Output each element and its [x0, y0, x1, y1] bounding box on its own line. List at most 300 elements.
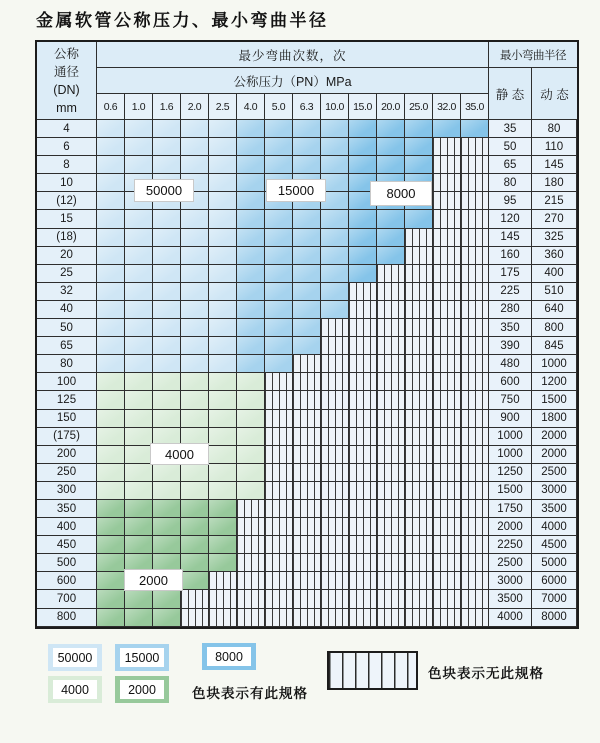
spec-cell-available: [97, 446, 125, 464]
spec-cell-available: [125, 265, 153, 283]
spec-cell-unavailable: [349, 446, 377, 464]
spec-cell-available: [265, 319, 293, 337]
static-radius-cell: 750: [489, 391, 532, 409]
bend-columns-header: [97, 42, 489, 120]
spec-cell-unavailable: [349, 572, 377, 590]
spec-cell-available: [125, 247, 153, 265]
spec-cell-unavailable: [349, 283, 377, 301]
dynamic-radius-cell: 800: [532, 319, 577, 337]
spec-cell-available: [181, 156, 209, 174]
spec-cell-unavailable: [405, 554, 433, 572]
spec-cell-available: [97, 373, 125, 391]
spec-cell-available: [181, 301, 209, 319]
static-radius-cell: 4000: [489, 609, 532, 627]
table-header: [37, 42, 577, 120]
pressure-columns-row: [97, 94, 489, 120]
spec-cell-unavailable: [293, 373, 321, 391]
spec-cell-available: [209, 355, 237, 373]
spec-cell-available: [237, 156, 265, 174]
spec-cell-available: [349, 138, 377, 156]
dn-cell: (18): [37, 229, 97, 247]
dn-cell: 25: [37, 265, 97, 283]
spec-cell-unavailable: [461, 373, 489, 391]
spec-cell-available: [349, 210, 377, 228]
spec-cell-unavailable: [377, 319, 405, 337]
table-row: [37, 265, 577, 283]
spec-cell-unavailable: [237, 518, 265, 536]
spec-cell-available: [237, 120, 265, 138]
spec-cell-unavailable: [265, 428, 293, 446]
spec-cell-unavailable: [461, 174, 489, 192]
spec-cell-available: [181, 464, 209, 482]
spec-cell-unavailable: [377, 482, 405, 500]
spec-cell-available: [377, 247, 405, 265]
static-radius-cell: 1750: [489, 500, 532, 518]
spec-cell-available: [125, 138, 153, 156]
legend-available-label: 色块表示有此规格: [192, 686, 308, 701]
spec-cell-available: [125, 410, 153, 428]
spec-cell-unavailable: [293, 391, 321, 409]
static-radius-cell: 1000: [489, 428, 532, 446]
dynamic-radius-cell: 325: [532, 229, 577, 247]
spec-cell-unavailable: [349, 609, 377, 627]
spec-cell-available: [181, 572, 209, 590]
spec-cell-unavailable: [321, 518, 349, 536]
spec-cell-unavailable: [461, 554, 489, 572]
spec-cell-unavailable: [433, 337, 461, 355]
spec-cell-available: [153, 464, 181, 482]
dn-cell: 100: [37, 373, 97, 391]
spec-cell-unavailable: [433, 192, 461, 210]
spec-cell-available: [181, 138, 209, 156]
spec-cell-available: [153, 210, 181, 228]
spec-cell-available: [433, 120, 461, 138]
spec-cell-available: [377, 156, 405, 174]
table-row: [37, 391, 577, 409]
spec-cell-unavailable: [405, 391, 433, 409]
dynamic-radius-cell: 8000: [532, 609, 577, 627]
spec-cell-available: [125, 536, 153, 554]
spec-cell-unavailable: [349, 554, 377, 572]
static-radius-cell: 80: [489, 174, 532, 192]
spec-cell-available: [321, 229, 349, 247]
spec-cell-available: [153, 518, 181, 536]
spec-cell-available: [209, 428, 237, 446]
pressure-col-header: 20.0: [377, 94, 405, 120]
spec-cell-available: [181, 337, 209, 355]
spec-cell-unavailable: [461, 482, 489, 500]
dn-header-line: (DN): [53, 82, 80, 97]
spec-cell-unavailable: [461, 156, 489, 174]
spec-cell-unavailable: [405, 337, 433, 355]
spec-cell-available: [293, 247, 321, 265]
spec-cell-available: [97, 536, 125, 554]
static-radius-cell: 3500: [489, 590, 532, 608]
dynamic-radius-cell: 2500: [532, 464, 577, 482]
static-radius-cell: 120: [489, 210, 532, 228]
table-row: [37, 518, 577, 536]
spec-cell-unavailable: [237, 572, 265, 590]
pressure-col-header: 10.0: [321, 94, 349, 120]
spec-cell-unavailable: [405, 446, 433, 464]
spec-cell-unavailable: [377, 609, 405, 627]
spec-cell-available: [181, 283, 209, 301]
pressure-col-header: 1.0: [125, 94, 153, 120]
static-radius-cell: 175: [489, 265, 532, 283]
spec-cell-unavailable: [293, 482, 321, 500]
spec-cell-available: [321, 283, 349, 301]
pressure-col-header: 4.0: [237, 94, 265, 120]
spec-cell-available: [125, 518, 153, 536]
static-radius-cell: 1000: [489, 446, 532, 464]
spec-cell-available: [153, 337, 181, 355]
spec-cell-available: [97, 554, 125, 572]
spec-cell-unavailable: [405, 518, 433, 536]
spec-cell-available: [293, 138, 321, 156]
spec-cell-available: [209, 265, 237, 283]
pressure-col-header: 6.3: [293, 94, 321, 120]
spec-cell-unavailable: [461, 464, 489, 482]
zone-label-15000: 15000: [266, 179, 326, 202]
spec-cell-unavailable: [293, 464, 321, 482]
static-radius-cell: 3000: [489, 572, 532, 590]
table-row: [37, 247, 577, 265]
spec-cell-available: [97, 138, 125, 156]
zone-label-4000: 4000: [150, 443, 209, 465]
spec-cell-available: [153, 319, 181, 337]
spec-cell-unavailable: [377, 446, 405, 464]
spec-cell-available: [153, 410, 181, 428]
dn-cell: 800: [37, 609, 97, 627]
dn-header-cell: [37, 42, 97, 120]
table-row: [37, 410, 577, 428]
table-row: [37, 337, 577, 355]
spec-cell-available: [209, 518, 237, 536]
spec-cell-unavailable: [433, 301, 461, 319]
spec-cell-unavailable: [377, 373, 405, 391]
pressure-col-header: 15.0: [349, 94, 377, 120]
legend-swatch-label: 4000: [53, 680, 97, 699]
spec-cell-available: [97, 500, 125, 518]
spec-cell-unavailable: [377, 265, 405, 283]
spec-cell-unavailable: [405, 590, 433, 608]
table-row: [37, 446, 577, 464]
spec-cell-available: [97, 572, 125, 590]
spec-cell-available: [125, 500, 153, 518]
spec-cell-unavailable: [433, 536, 461, 554]
spec-cell-unavailable: [377, 301, 405, 319]
spec-cell-unavailable: [433, 428, 461, 446]
spec-cell-available: [153, 229, 181, 247]
spec-cell-available: [209, 373, 237, 391]
spec-cell-unavailable: [377, 572, 405, 590]
spec-cell-available: [181, 554, 209, 572]
dynamic-radius-cell: 510: [532, 283, 577, 301]
spec-cell-available: [265, 138, 293, 156]
spec-cell-available: [349, 120, 377, 138]
spec-cell-available: [153, 391, 181, 409]
spec-cell-unavailable: [349, 373, 377, 391]
spec-cell-available: [125, 283, 153, 301]
spec-cell-available: [181, 410, 209, 428]
spec-cell-unavailable: [293, 590, 321, 608]
spec-cell-unavailable: [405, 283, 433, 301]
spec-cell-unavailable: [433, 265, 461, 283]
spec-cell-unavailable: [349, 355, 377, 373]
dynamic-radius-cell: 1500: [532, 391, 577, 409]
spec-cell-available: [181, 391, 209, 409]
spec-cell-unavailable: [405, 355, 433, 373]
spec-cell-available: [209, 482, 237, 500]
spec-cell-available: [97, 120, 125, 138]
spec-cell-unavailable: [265, 446, 293, 464]
spec-cell-available: [209, 554, 237, 572]
spec-cell-available: [125, 446, 153, 464]
radius-header: 最小弯曲半径: [489, 42, 577, 68]
spec-cell-available: [209, 337, 237, 355]
spec-cell-available: [97, 482, 125, 500]
spec-cell-unavailable: [321, 572, 349, 590]
spec-cell-unavailable: [293, 428, 321, 446]
spec-cell-available: [125, 319, 153, 337]
spec-cell-unavailable: [433, 229, 461, 247]
spec-cell-unavailable: [265, 572, 293, 590]
spec-cell-unavailable: [181, 590, 209, 608]
spec-cell-unavailable: [237, 500, 265, 518]
spec-cell-available: [405, 210, 433, 228]
spec-cell-unavailable: [349, 337, 377, 355]
spec-cell-unavailable: [349, 536, 377, 554]
table-row: [37, 536, 577, 554]
static-radius-cell: 2000: [489, 518, 532, 536]
spec-cell-unavailable: [405, 319, 433, 337]
spec-cell-unavailable: [405, 373, 433, 391]
spec-cell-unavailable: [265, 500, 293, 518]
dn-cell: 150: [37, 410, 97, 428]
spec-cell-unavailable: [405, 464, 433, 482]
spec-cell-available: [181, 265, 209, 283]
dn-cell: 32: [37, 283, 97, 301]
spec-cell-available: [237, 355, 265, 373]
dn-cell: 50: [37, 319, 97, 337]
spec-cell-unavailable: [433, 446, 461, 464]
spec-cell-unavailable: [461, 229, 489, 247]
spec-cell-available: [209, 120, 237, 138]
spec-cell-unavailable: [405, 410, 433, 428]
table-row: [37, 283, 577, 301]
dn-cell: 250: [37, 464, 97, 482]
dynamic-radius-cell: 4000: [532, 518, 577, 536]
zone-label-8000: 8000: [370, 181, 432, 206]
table-row: [37, 482, 577, 500]
spec-cell-available: [237, 373, 265, 391]
spec-cell-unavailable: [321, 319, 349, 337]
static-radius-cell: 280: [489, 301, 532, 319]
spec-cell-unavailable: [377, 337, 405, 355]
spec-cell-available: [405, 120, 433, 138]
spec-cell-unavailable: [461, 410, 489, 428]
spec-cell-unavailable: [321, 355, 349, 373]
static-radius-cell: 350: [489, 319, 532, 337]
spec-cell-available: [153, 301, 181, 319]
spec-cell-available: [377, 229, 405, 247]
spec-cell-unavailable: [405, 247, 433, 265]
spec-cell-available: [97, 192, 125, 210]
dn-cell: 80: [37, 355, 97, 373]
table-row: [37, 120, 577, 138]
spec-cell-unavailable: [461, 572, 489, 590]
dynamic-radius-cell: 1800: [532, 410, 577, 428]
spec-cell-unavailable: [433, 482, 461, 500]
spec-cell-unavailable: [293, 554, 321, 572]
spec-cell-available: [125, 120, 153, 138]
pressure-col-header: 32.0: [433, 94, 461, 120]
spec-cell-unavailable: [461, 355, 489, 373]
static-radius-cell: 1500: [489, 482, 532, 500]
legend-swatch-2000: [115, 676, 169, 703]
spec-cell-unavailable: [461, 536, 489, 554]
spec-cell-unavailable: [349, 518, 377, 536]
spec-cell-available: [97, 156, 125, 174]
pressure-col-header: 2.0: [181, 94, 209, 120]
pressure-col-header: 0.6: [97, 94, 125, 120]
spec-cell-unavailable: [293, 410, 321, 428]
spec-cell-unavailable: [461, 210, 489, 228]
pressure-header: 公称压力（PN）MPa: [97, 68, 489, 94]
legend-swatch-label: 15000: [120, 648, 164, 667]
legend-swatch-4000: [48, 676, 102, 703]
dynamic-radius-cell: 6000: [532, 572, 577, 590]
spec-cell-unavailable: [433, 518, 461, 536]
spec-cell-unavailable: [405, 428, 433, 446]
static-radius-cell: 480: [489, 355, 532, 373]
spec-cell-unavailable: [433, 590, 461, 608]
dn-cell: 700: [37, 590, 97, 608]
spec-cell-available: [237, 247, 265, 265]
spec-cell-available: [237, 410, 265, 428]
dynamic-radius-cell: 2000: [532, 428, 577, 446]
spec-cell-available: [237, 138, 265, 156]
bend-cycles-header: 最少弯曲次数，次: [97, 42, 489, 68]
spec-cell-available: [209, 247, 237, 265]
spec-cell-unavailable: [461, 301, 489, 319]
spec-cell-available: [349, 265, 377, 283]
spec-cell-available: [209, 210, 237, 228]
spec-cell-unavailable: [377, 536, 405, 554]
spec-cell-available: [237, 301, 265, 319]
dn-cell: 6: [37, 138, 97, 156]
spec-cell-available: [461, 120, 489, 138]
spec-cell-available: [153, 373, 181, 391]
spec-cell-unavailable: [377, 410, 405, 428]
spec-cell-unavailable: [321, 410, 349, 428]
spec-cell-available: [349, 247, 377, 265]
spec-cell-unavailable: [377, 283, 405, 301]
spec-cell-unavailable: [433, 572, 461, 590]
spec-cell-available: [181, 210, 209, 228]
pressure-col-header: 1.6: [153, 94, 181, 120]
static-radius-cell: 390: [489, 337, 532, 355]
spec-cell-unavailable: [461, 319, 489, 337]
spec-cell-available: [97, 174, 125, 192]
spec-cell-available: [153, 590, 181, 608]
spec-cell-available: [349, 229, 377, 247]
legend-swatch-50000: [48, 644, 102, 671]
spec-cell-unavailable: [293, 446, 321, 464]
pressure-col-header: 2.5: [209, 94, 237, 120]
spec-cell-available: [125, 428, 153, 446]
spec-cell-unavailable: [405, 229, 433, 247]
spec-cell-available: [209, 446, 237, 464]
spec-cell-available: [293, 120, 321, 138]
spec-cell-unavailable: [265, 609, 293, 627]
spec-cell-available: [97, 428, 125, 446]
spec-cell-available: [265, 229, 293, 247]
dynamic-radius-cell: 845: [532, 337, 577, 355]
legend-swatch-label: 50000: [53, 648, 97, 667]
dn-cell: 300: [37, 482, 97, 500]
spec-cell-available: [97, 590, 125, 608]
spec-cell-unavailable: [433, 247, 461, 265]
spec-cell-available: [181, 536, 209, 554]
spec-cell-available: [237, 464, 265, 482]
dn-cell: 200: [37, 446, 97, 464]
spec-cell-available: [125, 391, 153, 409]
spec-cell-unavailable: [293, 572, 321, 590]
spec-cell-unavailable: [321, 337, 349, 355]
spec-cell-unavailable: [321, 464, 349, 482]
spec-cell-unavailable: [293, 500, 321, 518]
spec-cell-unavailable: [377, 391, 405, 409]
spec-cell-unavailable: [181, 609, 209, 627]
spec-cell-unavailable: [321, 391, 349, 409]
spec-cell-available: [125, 590, 153, 608]
dn-cell: 4: [37, 120, 97, 138]
spec-cell-available: [153, 247, 181, 265]
dn-header-line: 通径: [53, 64, 79, 79]
spec-cell-unavailable: [321, 373, 349, 391]
dynamic-radius-cell: 5000: [532, 554, 577, 572]
spec-cell-unavailable: [377, 464, 405, 482]
legend-swatch-15000: [115, 644, 169, 671]
spec-cell-available: [181, 482, 209, 500]
spec-cell-unavailable: [433, 283, 461, 301]
spec-cell-available: [125, 373, 153, 391]
dn-cell: 450: [37, 536, 97, 554]
spec-cell-available: [265, 337, 293, 355]
spec-cell-unavailable: [349, 391, 377, 409]
spec-cell-unavailable: [461, 247, 489, 265]
spec-cell-available: [97, 265, 125, 283]
dynamic-radius-cell: 3500: [532, 500, 577, 518]
dn-cell: 350: [37, 500, 97, 518]
spec-cell-available: [209, 464, 237, 482]
spec-cell-available: [377, 210, 405, 228]
static-radius-cell: 2250: [489, 536, 532, 554]
spec-cell-unavailable: [461, 283, 489, 301]
spec-cell-unavailable: [265, 482, 293, 500]
dynamic-radius-cell: 640: [532, 301, 577, 319]
spec-cell-available: [405, 156, 433, 174]
spec-cell-available: [153, 283, 181, 301]
spec-cell-unavailable: [293, 609, 321, 627]
static-radius-cell: 900: [489, 410, 532, 428]
spec-cell-available: [181, 500, 209, 518]
spec-cell-unavailable: [461, 337, 489, 355]
spec-cell-unavailable: [461, 590, 489, 608]
spec-cell-unavailable: [433, 138, 461, 156]
spec-cell-unavailable: [433, 500, 461, 518]
